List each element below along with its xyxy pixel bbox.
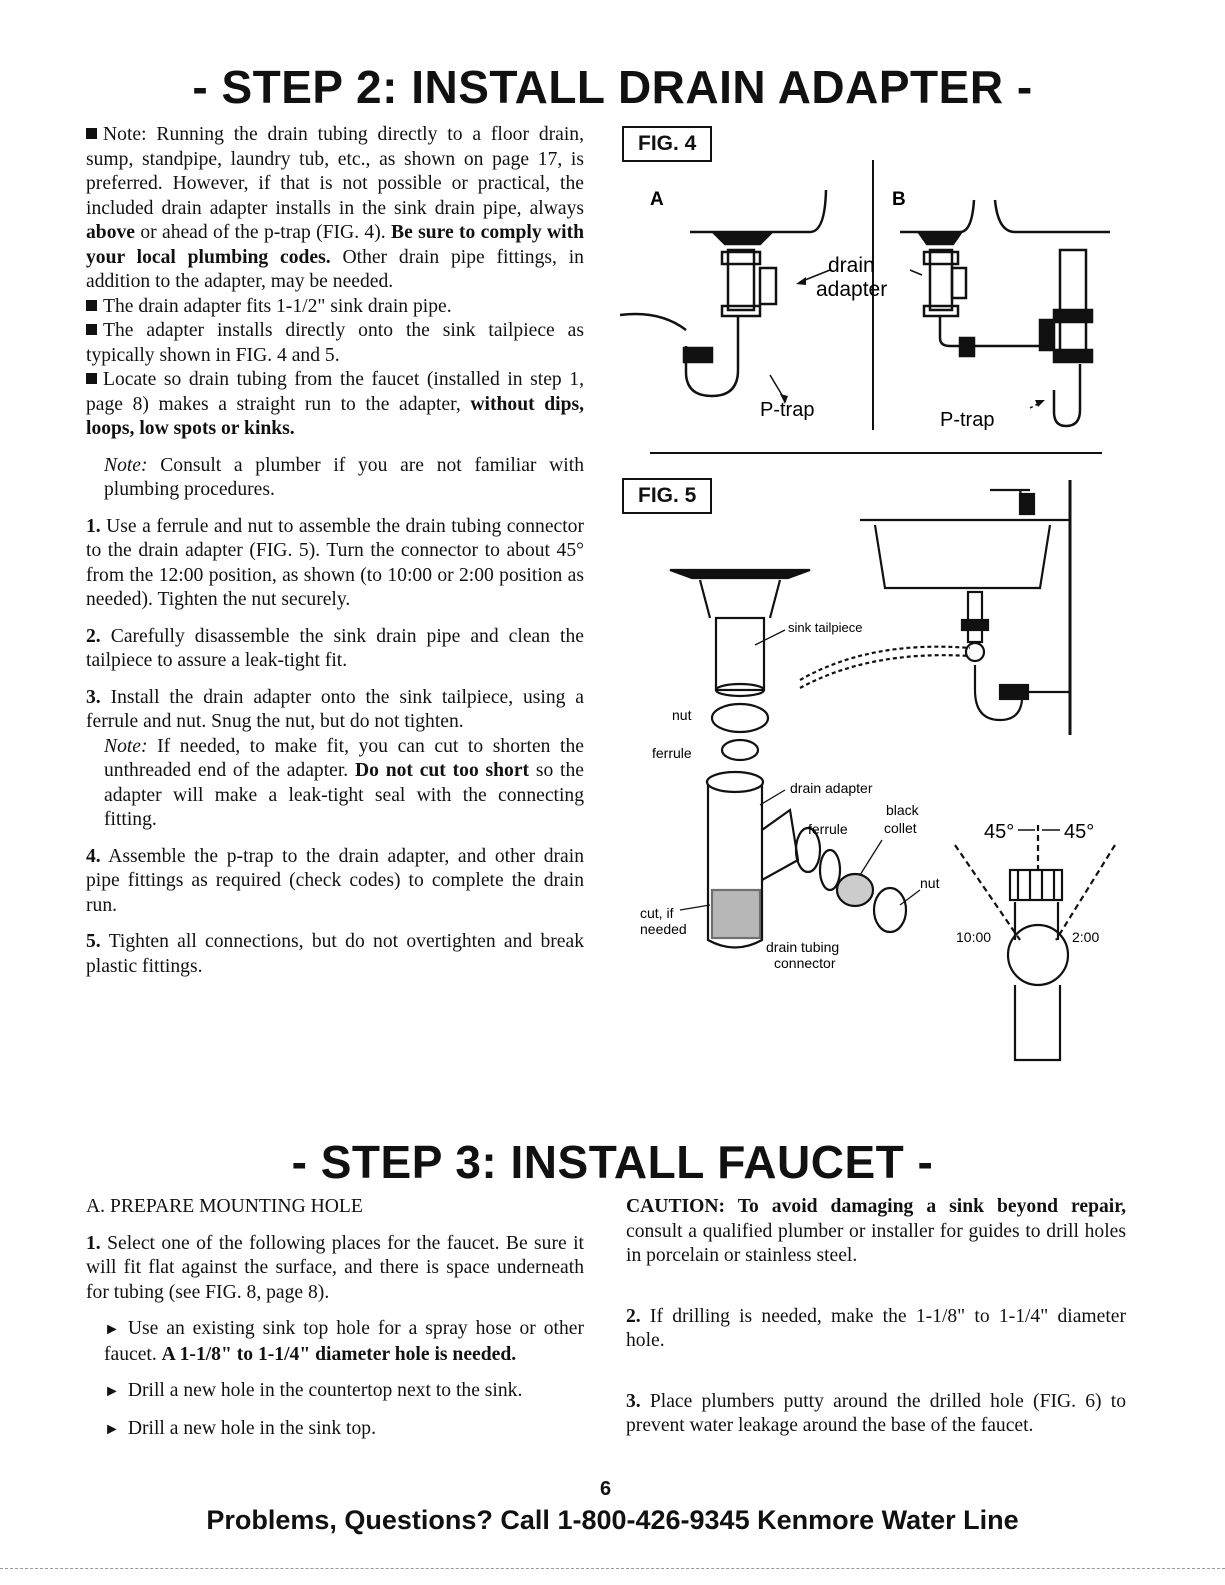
- step2-step-4: 4. Assemble the p-trap to the drain adapter, and other drain pipe fittings as required (check codes) to complete the drain run.: [86, 845, 584, 916]
- fig5-black-label: black: [886, 802, 919, 818]
- step3-heading-a: A. PREPARE MOUNTING HOLE: [86, 1196, 363, 1217]
- step2-step-5: 5. Tighten all connections, but do not overtighten and break plastic fittings.: [86, 931, 584, 977]
- fig5-angle-right-label: 45°: [1064, 821, 1095, 843]
- bullet-arrow-icon: ►: [104, 1420, 120, 1438]
- step3-bullet-countertop: ► Drill a new hole in the countertop next to the sink.: [86, 1379, 584, 1405]
- bullet-square-icon: [86, 128, 97, 139]
- step3-step-3: 3. Place plumbers putty around the drilled hole (FIG. 6) to prevent water leakage around the base of the faucet.: [626, 1390, 1126, 1436]
- step2-step-1: 1. Use a ferrule and nut to assemble the drain tubing connector to the drain adapter (FIG. 5). Turn the connector to about 45° from the 12:00 position, as shown (to 10:00 or 2:00 position as needed). Tighten the nut securely.: [86, 515, 584, 610]
- step2-note-paragraph: Note: Running the drain tubing directly to a floor drain, sump, standpipe, laundry tub, etc., as shown on page 17, is preferred. However, if that is not possible or practical, the included drain adapter installs in the sink drain pipe, always above or ahead of the p-trap (FIG. 4). Be sure to comply with your local plumbing codes. Other drain pipe fittings, in addition to the adapter, may be needed.: [86, 124, 584, 292]
- step3-caution: CAUTION: To avoid damaging a sink beyond repair, consult a qualified plumber or installer for guides to drill holes in porcelain or stainless steel.: [626, 1196, 1126, 1266]
- fig4-ptrap-b-label: P-trap: [940, 409, 995, 431]
- footer-helpline: Problems, Questions? Call 1-800-426-9345 Kenmore Water Line: [206, 1505, 1019, 1535]
- step3-bullet-existing-hole: ► Use an existing sink top hole for a spray hose or other faucet. A 1-1/8" to 1-1/4" diameter hole is needed.: [104, 1318, 584, 1365]
- fig5-sink-tailpiece-label: sink tailpiece: [788, 620, 863, 635]
- step3-bullet-sink-top: ► Drill a new hole in the sink top.: [86, 1417, 584, 1443]
- fig5-ferrule2-label: ferrule: [808, 821, 848, 837]
- fig5-ten-oclock-label: 10:00: [956, 929, 992, 945]
- step3-step-1: 1. Select one of the following places for the faucet. Be sure it will fit flat against the surface, and there is space underneath for tubing (see FIG. 8, page 8).: [86, 1232, 584, 1303]
- fig5-diagram: [620, 470, 1120, 1070]
- fig5-ferrule-label: ferrule: [652, 745, 692, 761]
- fig5-label: FIG. 5: [622, 478, 712, 514]
- step2-bullet-fits: The drain adapter fits 1-1/2" sink drain pipe.: [86, 295, 584, 320]
- fig4-label: FIG. 4: [622, 126, 712, 162]
- fig5-collet-label: collet: [884, 820, 917, 836]
- fig-divider: [650, 452, 1102, 454]
- step3-step-2: 2. If drilling is needed, make the 1-1/8" to 1-1/4" diameter hole.: [626, 1305, 1126, 1351]
- fig5-cut-label: cut, if: [640, 905, 674, 921]
- step2-note-plumber: Note: Consult a plumber if you are not familiar with plumbing procedures.: [104, 454, 584, 500]
- bottom-rule: [0, 1568, 1225, 1569]
- fig4-diagram: [620, 160, 1110, 460]
- fig5-drain-tubing-label: drain tubing: [766, 939, 840, 955]
- step3-right-column: [626, 1195, 1126, 1451]
- fig5-needed-label: needed: [640, 921, 687, 937]
- fig4-b-label: B: [892, 189, 906, 210]
- fig4-ptrap-a-label: P-trap: [760, 399, 815, 421]
- step2-text-column: [86, 123, 584, 991]
- step3-left-column: [86, 1195, 584, 1454]
- step2-step-3: 3. Install the drain adapter onto the sink tailpiece, using a ferrule and nut. Snug the nut, but do not tighten.: [86, 686, 584, 732]
- step2-note-cut: Note: If needed, to make fit, you can cut to shorten the unthreaded end of the adapter. Do not cut too short so the adapter will make a leak-tight seal with the connecting fitting.: [104, 735, 584, 830]
- step2-bullet-locate: Locate so drain tubing from the faucet (installed in step 1, page 8) makes a straight run to the adapter, without dips, loops, low spots or kinks.: [86, 369, 584, 439]
- step2-bullet-installs: The adapter installs directly onto the sink tailpiece as typically shown in FIG. 4 and 5.: [86, 320, 584, 366]
- bullet-square-icon: [86, 324, 97, 335]
- fig4-a-label: A: [650, 189, 664, 210]
- fig5-nut2-label: nut: [920, 875, 940, 891]
- fig4-drain-label: drain: [828, 254, 875, 277]
- fig5-drain-adapter-label: drain adapter: [790, 780, 873, 796]
- step2-title: - STEP 2: INSTALL DRAIN ADAPTER -: [192, 61, 1033, 113]
- bullet-square-icon: [86, 373, 97, 384]
- bullet-arrow-icon: ►: [104, 1383, 120, 1400]
- fig5-angle-left-label: 45°: [984, 821, 1015, 843]
- step3-title: - STEP 3: INSTALL FAUCET -: [291, 1136, 934, 1188]
- step2-step-2: 2. Carefully disassemble the sink drain pipe and clean the tailpiece to assure a leak-tight fit.: [86, 625, 584, 671]
- page-number: 6: [600, 1478, 612, 1500]
- bullet-arrow-icon: ►: [104, 1321, 120, 1338]
- fig4-adapter-label: adapter: [816, 278, 888, 301]
- fig5-nut-label: nut: [672, 707, 692, 723]
- fig5-connector-label: connector: [774, 955, 836, 971]
- bullet-square-icon: [86, 300, 97, 311]
- fig5-two-oclock-label: 2:00: [1072, 929, 1100, 945]
